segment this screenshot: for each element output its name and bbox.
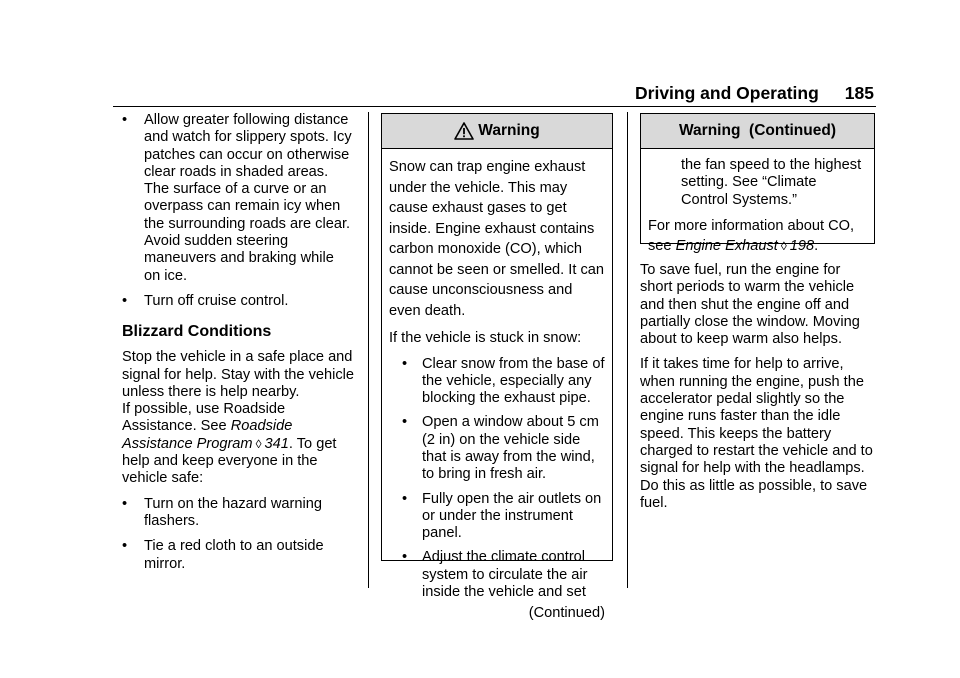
list-item: • Tie a red cloth to an outside mirror. <box>122 538 324 572</box>
warning-icon <box>454 122 474 140</box>
continued-label: (Continued) <box>528 605 605 622</box>
cross-reference-page[interactable]: 341 <box>264 435 289 452</box>
column-divider-2 <box>627 112 628 588</box>
list-item: • Adjust the climate control system to circulate the air inside the vehicle and set <box>402 549 588 601</box>
bullet-glyph: • <box>402 355 408 372</box>
paragraph: To save fuel, run the engine for short periods to warm the vehicle and then shut the engine off and partially close the window. Moving about to keep warm also helps. <box>640 262 860 348</box>
warning-header <box>382 114 612 149</box>
list-item: • Clear snow from the base of the vehicle, especially any blocking the exhaust pipe. <box>402 355 605 407</box>
warning-box-continued <box>640 113 875 255</box>
bullet-glyph: • <box>402 549 408 566</box>
cross-reference-page[interactable]: 198 <box>789 238 815 255</box>
column-divider-1 <box>368 112 369 588</box>
paragraph: For more information about CO, see Engine Exhaust ◊ 198. <box>648 217 855 255</box>
warning-body <box>641 149 874 257</box>
bullet-glyph: • <box>122 495 128 512</box>
paragraph: Snow can trap engine exhaust under the vehicle. This may cause exhaust gases to get inside. Engine exhaust contains carbon monoxide (CO), which cannot be seen or smelled. It can cause unconsciousness and even death. <box>389 159 604 319</box>
bullet-glyph: • <box>402 490 408 507</box>
warning-body <box>382 149 612 624</box>
list-item: • Fully open the air outlets on or under the instrument panel. <box>402 490 602 542</box>
cross-reference-link[interactable]: Engine Exhaust <box>675 238 778 255</box>
column-1 <box>122 112 354 581</box>
bullet-glyph: • <box>122 292 128 309</box>
page-header <box>635 83 874 103</box>
list-item: • Turn off cruise control. <box>122 292 289 309</box>
warning-title: Warning (Continued) <box>679 122 836 140</box>
header-rule <box>113 106 876 107</box>
bullet-glyph: • <box>122 112 128 128</box>
section-heading: Blizzard Conditions <box>122 323 272 341</box>
paragraph: Stop the vehicle in a safe place and signal for help. Stay with the vehicle unless there is help nearby. If possible, use Roadside Assistance. See Roadside Assistance Program ◊ 341. To get help and keep everyone in the vehicle safe: <box>122 349 355 487</box>
paragraph: If the vehicle is stuck in snow: <box>389 330 582 346</box>
warning-header <box>641 114 874 149</box>
page-number: 185 <box>844 83 874 103</box>
list-item: • Allow greater following distance and watch for slippery spots. Icy patches can occur on otherwise clear roads in shaded areas. The surface of a curve or an overpass can remain icy when the surrounding roads are clear. Avoid sudden steering maneuvers and braking while on ice. <box>122 112 352 284</box>
paragraph: If it takes time for help to arrive, when running the engine, push the accelerator pedal slightly so the engine runs faster than the idle speed. This keeps the battery charged to restart the vehicle and to signal for help with the headlamps. Do this as little as possible, to save fuel. <box>640 356 873 511</box>
continued-text: the fan speed to the highest setting. See “Climate Control Systems.” <box>681 157 862 208</box>
warning-box <box>381 113 613 622</box>
cross-reference-link[interactable]: Roadside Assistance Program <box>122 418 293 452</box>
warning-title: Warning <box>478 122 540 140</box>
bullet-glyph: • <box>122 538 128 555</box>
xref-icon: ◊ <box>780 239 787 254</box>
column-3 <box>640 262 875 520</box>
bullet-glyph: • <box>402 414 408 431</box>
section-title: Driving and Operating <box>635 83 819 103</box>
list-item: • Open a window about 5 cm (2 in) on the vehicle side that is away from the wind, to bring in fresh air. <box>402 414 599 483</box>
list-item: • Turn on the hazard warning flashers. <box>122 495 322 529</box>
xref-icon: ◊ <box>255 436 262 451</box>
